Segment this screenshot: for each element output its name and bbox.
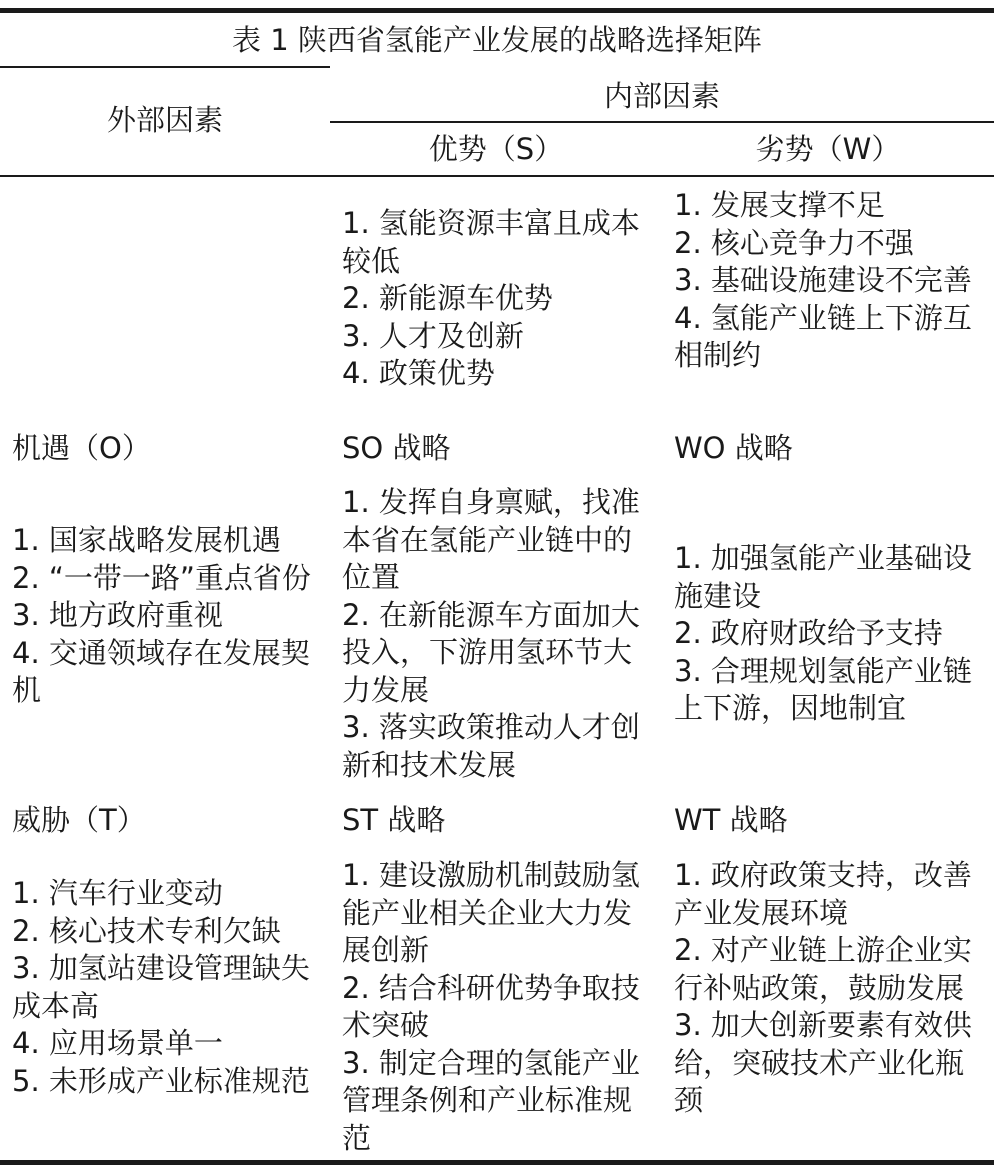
st-strategy-list [342, 857, 642, 1157]
weaknesses-list [674, 187, 974, 375]
header-internal-factors: 内部因素 [603, 79, 720, 113]
list-item: 2. 新能源车优势 [342, 281, 553, 315]
list-item: 3. 落实政策推动人才创新和技术发展 [342, 710, 640, 782]
list-item: 3. 基础设施建设不完善 [674, 263, 972, 297]
wo-strategy-label: WO 战略 [674, 431, 793, 465]
so-strategy-label: SO 战略 [342, 431, 451, 465]
wo-strategy-list [674, 540, 974, 728]
table-title: 表 1 陕西省氢能产业发展的战略选择矩阵 [232, 23, 762, 57]
list-item: 1. 国家战略发展机遇 [12, 523, 281, 557]
threat-list [12, 875, 312, 1100]
list-item: 4. 交通领域存在发展契机 [12, 635, 310, 707]
list-item: 1. 政府政策支持，改善产业发展环境 [674, 858, 972, 930]
threat-label: 威胁（T） [12, 803, 146, 837]
list-item: 1. 加强氢能产业基础设施建设 [674, 541, 972, 613]
header-weaknesses: 劣势（W） [755, 132, 901, 166]
wt-strategy-label: WT 战略 [674, 803, 788, 837]
list-item: 4. 应用场景单一 [12, 1026, 223, 1060]
list-item: 4. 政策优势 [342, 356, 495, 390]
internal-factors-underline-rule [330, 121, 994, 123]
list-item: 3. 制定合理的氢能产业管理条例和产业标准规范 [342, 1045, 640, 1155]
header-bottom-rule [0, 175, 994, 177]
so-strategy-list [342, 484, 642, 784]
table-bottom-rule [0, 1160, 994, 1165]
list-item: 1. 汽车行业变动 [12, 876, 223, 910]
list-item: 1. 氢能资源丰富且成本较低 [342, 206, 640, 278]
list-item: 2. 结合科研优势争取技术突破 [342, 970, 640, 1042]
list-item: 1. 发展支撑不足 [674, 188, 885, 222]
wt-strategy-list [674, 857, 974, 1120]
list-item: 2. 对产业链上游企业实行补贴政策，鼓励发展 [674, 933, 972, 1005]
list-item: 3. 人才及创新 [342, 318, 524, 353]
list-item: 2. 核心竞争力不强 [674, 225, 914, 260]
list-item: 2. 核心技术专利欠缺 [12, 913, 281, 948]
list-item: 4. 氢能产业链上下游互相制约 [674, 300, 972, 372]
list-item: 2. “一带一路”重点省份 [12, 560, 311, 595]
strengths-list [342, 205, 642, 393]
list-item: 3. 合理规划氢能产业链上下游，因地制宜 [674, 653, 972, 725]
list-item: 3. 加氢站建设管理缺失成本高 [12, 951, 310, 1023]
st-strategy-label: ST 战略 [342, 803, 446, 837]
table-top-rule [0, 8, 994, 13]
list-item: 2. 在新能源车方面加大投入，下游用氢环节大力发展 [342, 597, 640, 707]
title-underline-rule [0, 66, 330, 68]
list-item: 1. 建设激励机制鼓励氢能产业相关企业大力发展创新 [342, 858, 640, 967]
list-item: 2. 政府财政给予支持 [674, 616, 943, 650]
opportunity-label: 机遇（O） [12, 431, 151, 465]
header-strengths: 优势（S） [428, 132, 564, 166]
list-item: 1. 发挥自身禀赋，找准本省在氢能产业链中的位置 [342, 485, 640, 594]
list-item: 3. 地方政府重视 [12, 598, 223, 632]
header-external-factors: 外部因素 [106, 103, 223, 137]
list-item: 3. 加大创新要素有效供给，突破技术产业化瓶颈 [674, 1008, 972, 1117]
opportunity-list [12, 522, 312, 710]
list-item: 5. 未形成产业标准规范 [12, 1063, 310, 1098]
